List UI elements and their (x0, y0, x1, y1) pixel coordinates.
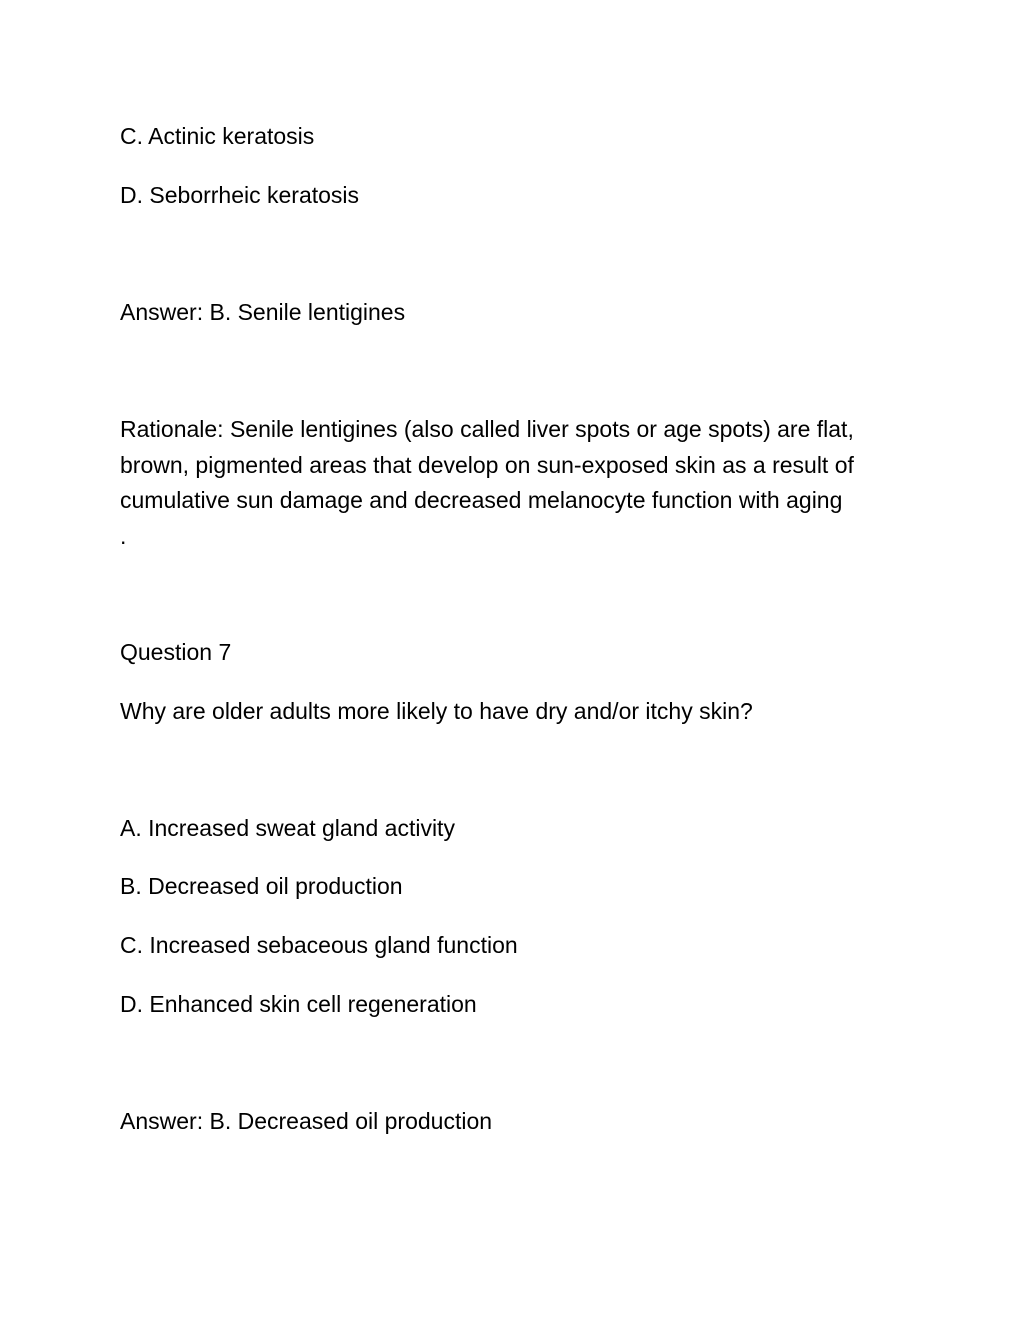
question-prompt: Why are older adults more likely to have dry and/or itchy skin? (120, 698, 753, 724)
rationale-line: Rationale: Senile lentigines (also called liver spots or age spots) are flat, (120, 416, 854, 442)
option-a: A. Increased sweat gland activity (120, 815, 455, 841)
prev-option-d: D. Seborrheic keratosis (120, 182, 360, 208)
prev-rationale (120, 412, 910, 554)
option-c: C. Increased sebaceous gland function (120, 932, 518, 958)
rationale-line: . (120, 522, 127, 549)
prev-option-c: C. Actinic keratosis (120, 123, 315, 149)
option-b: B. Decreased oil production (120, 873, 403, 899)
option-d: D. Enhanced skin cell regeneration (120, 991, 477, 1017)
question-answer: Answer: B. Decreased oil production (120, 1108, 493, 1134)
prev-answer: Answer: B. Senile lentigines (120, 299, 406, 325)
question-heading: Question 7 (120, 639, 232, 665)
rationale-line: brown, pigmented areas that develop on sun-exposed skin as a result of (120, 451, 854, 478)
rationale-line: cumulative sun damage and decreased melanocyte function with aging (120, 487, 843, 513)
